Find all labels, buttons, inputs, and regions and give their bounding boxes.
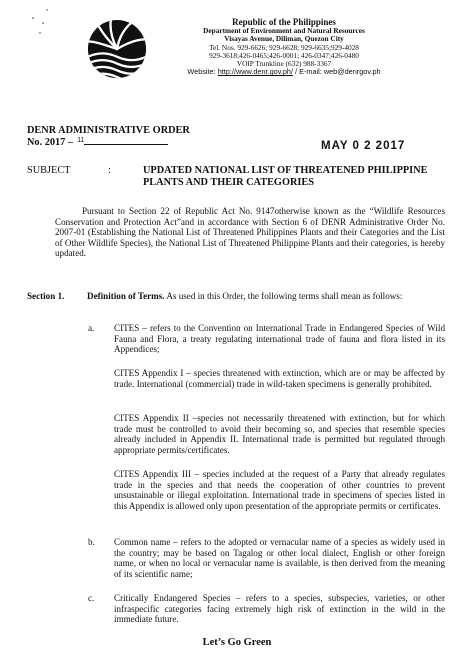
order-heading xyxy=(27,125,190,150)
preamble-paragraph: Pursuant to Section 22 of Republic Act No. 9147otherwise known as the “Wildlife Resources Conservation and Protection Act”and in accordance with Section 6 of DENR Administrative Order No. 2007-01 (Establishing the National List of Threatened Philippines Plants and their Categories and the List of Other Wildlife Species), the National List of Threatened Philippine Plants and their categories, is hereby updated. xyxy=(55,206,445,258)
section-1-intro xyxy=(87,291,445,302)
website-line xyxy=(150,68,418,76)
denr-seal-icon xyxy=(86,18,148,80)
website-label: Website: xyxy=(187,67,216,77)
voip-line: VOIP Trunkline (632) 988-3367 xyxy=(236,59,332,69)
subject-label: SUBJECT xyxy=(27,165,71,176)
definition-critically-endangered: Critically Endangered Species – refers to a species, subspecies, varieties, or other infraspecific categories facing extremely high risk of extinction in the wild in the immediate future. xyxy=(114,593,445,624)
order-number-line xyxy=(27,137,168,150)
definition-cites: CITES – refers to the Convention on International Trade in Endangered Species of Wild Fauna and Flora, a treaty regulating international trade of fauna and flora listed in its Appendices; xyxy=(114,323,445,354)
subject-colon: : xyxy=(108,165,111,176)
order-number-label: No. 2017 – xyxy=(27,137,74,148)
email-text: / E-mail: web@denrgov.ph xyxy=(295,67,381,77)
item-marker-b: b. xyxy=(88,537,95,547)
definition-common-name: Common name – refers to the adopted or vernacular name of a species as widely used in the country; may be based on Tagalog or other local dialect, English or other foreign name, or when no local or vernacular name is available, is then derived from the meaning of its scientific name; xyxy=(114,537,445,579)
telephone-line-2: 929-3618;426-0465;426-0001; 426-0347;426-0480 xyxy=(209,50,359,60)
definition-cites-appendix-3: CITES Appendix III – species included at the request of a Party that already regulates trade in the species and that needs the cooperation of other countries to prevent unsustainable or illegal exploitation. International trade in specimens of species listed in this Appendix is allowed only upon presentation of the appropriate permits or certificates. xyxy=(114,469,445,511)
section-1-label: Section 1. xyxy=(27,291,65,301)
subject-title: UPDATED NATIONAL LIST OF THREATENED PHILIPPINE PLANTS AND THEIR CATEGORIES xyxy=(143,165,428,188)
scan-specks xyxy=(28,6,68,36)
section-1-intro-text: As used in this Order, the following terms shall mean as follows: xyxy=(164,291,403,301)
order-title: DENR ADMINISTRATIVE ORDER xyxy=(27,125,190,136)
definition-cites-appendix-2: CITES Appendix II –species not necessarily threatened with extinction, but for which trade must be controlled to avoid their becoming so, and species that resemble species already included in Appendix II. International trade is permitted but regulated through appropriate permits/certificates. xyxy=(114,413,445,455)
website-link[interactable]: http://www.denr.gov.ph/ xyxy=(217,67,293,77)
definition-cites-appendix-1: CITES Appendix I – species threatened with extinction, which are or may be affected by trade. International (commercial) trade in wild-taken specimens is generally prohibited. xyxy=(114,368,445,389)
order-date-stamp: MAY 0 2 2017 xyxy=(321,140,406,152)
section-1-heading: Definition of Terms. xyxy=(87,291,165,301)
item-marker-a: a. xyxy=(88,323,95,333)
department-name: Department of Environment and Natural Resources xyxy=(203,26,365,35)
country-name: Republic of the Philippines xyxy=(232,17,336,27)
order-number-underline xyxy=(84,143,168,145)
letterhead xyxy=(150,17,418,77)
telephone-line-1: Tel. Nos. 929-6626; 929-6628; 929-6635;929-4028 xyxy=(209,42,359,52)
order-number-value: 11 xyxy=(77,137,85,144)
item-marker-c: c. xyxy=(88,593,95,603)
department-address: Visayas Avenue, Diliman, Quezon City xyxy=(224,34,344,44)
footer-slogan: Let’s Go Green xyxy=(202,637,272,648)
